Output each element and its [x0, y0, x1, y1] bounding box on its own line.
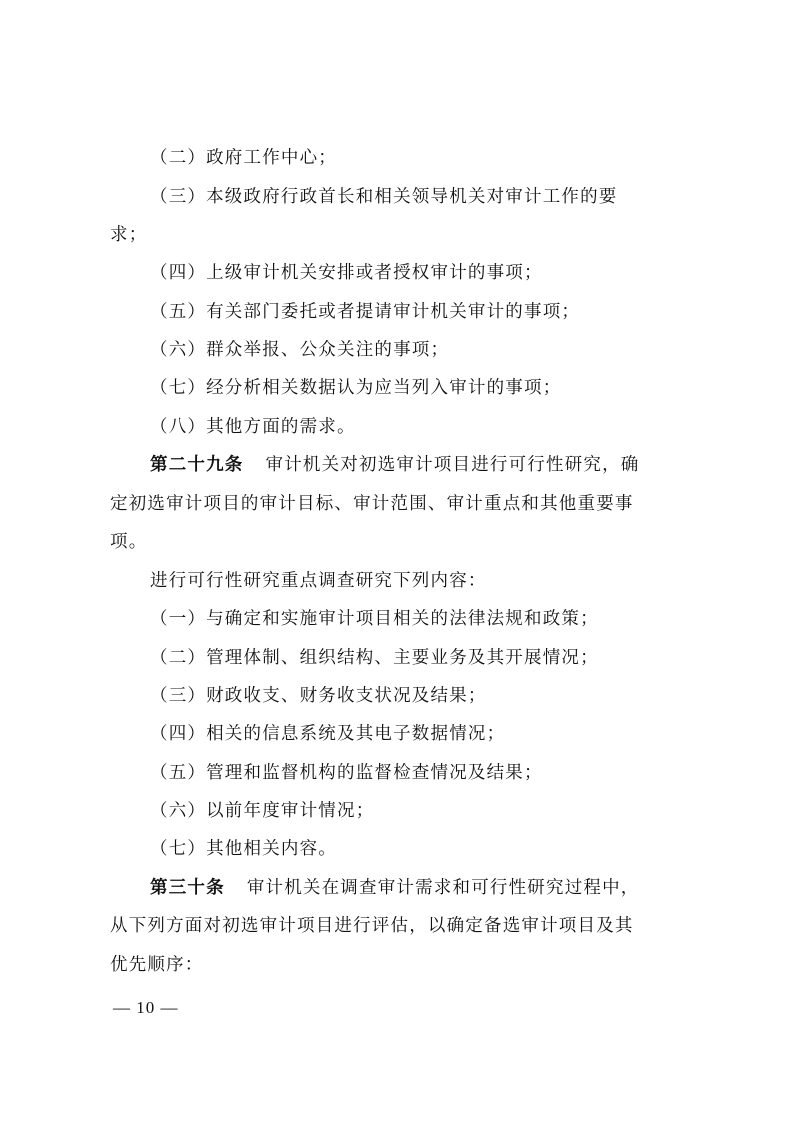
list-item: （六）群众举报、公众关注的事项；: [150, 340, 450, 360]
paragraph: 进行可行性研究重点调查研究下列内容：: [150, 571, 487, 591]
list-item: （七）其他相关内容。: [150, 839, 337, 859]
list-item: （五）管理和监督机构的监督检查情况及结果；: [150, 763, 543, 783]
article-number: 第三十条: [150, 878, 225, 898]
list-item: （三）本级政府行政首长和相关领导机关对审计工作的要: [150, 187, 618, 207]
article-text: 定初选审计项目的审计目标、审计范围、审计重点和其他重要事: [110, 494, 634, 514]
list-item-continuation: 求；: [110, 225, 148, 245]
article-29-first-line: [150, 450, 730, 480]
list-item: （三）财政收支、财务收支状况及结果；: [150, 686, 487, 706]
list-item: （二）管理体制、组织结构、主要业务及其开展情况；: [150, 648, 599, 668]
list-item: （七）经分析相关数据认为应当列入审计的事项；: [150, 378, 562, 398]
list-item: （四）相关的信息系统及其电子数据情况；: [150, 724, 506, 744]
list-item: （六）以前年度审计情况；: [150, 801, 375, 821]
article-text: 项。: [110, 532, 148, 552]
article-30-first-line: [150, 873, 730, 903]
article-text: 优先顺序：: [110, 955, 204, 975]
article-text: 审计机关在调查审计需求和可行性研究过程中，: [246, 878, 640, 898]
article-text: 从下列方面对初选审计项目进行评估，以确定备选审计项目及其: [110, 916, 634, 936]
list-item: （四）上级审计机关安排或者授权审计的事项；: [150, 263, 543, 283]
article-number: 第二十九条: [150, 455, 244, 475]
list-item: （八）其他方面的需求。: [150, 417, 356, 437]
page-number: — 10 —: [113, 998, 179, 1017]
list-item: （一）与确定和实施审计项目相关的法律法规和政策；: [150, 609, 599, 629]
list-item: （二）政府工作中心；: [150, 148, 337, 168]
article-text: 审计机关对初选审计项目进行可行性研究，确: [265, 455, 640, 475]
list-item: （五）有关部门委托或者提请审计机关审计的事项；: [150, 302, 581, 322]
